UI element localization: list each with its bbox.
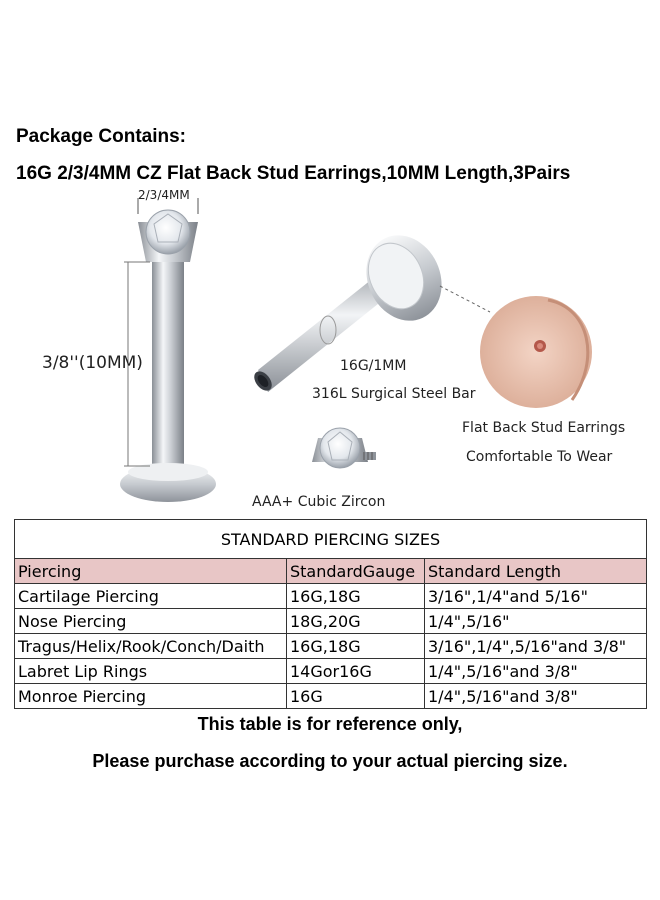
cell-length: 1/4",5/16": [425, 609, 647, 634]
cell-gauge: 16G: [287, 684, 425, 709]
gem-size-label: 2/3/4MM: [138, 188, 190, 202]
product-line: 16G 2/3/4MM CZ Flat Back Stud Earrings,10MM Length,3Pairs: [16, 163, 571, 184]
bar-material-label: 316L Surgical Steel Bar: [312, 386, 476, 402]
table-row: [15, 684, 647, 709]
cell-length: 1/4",5/16"and 3/8": [425, 659, 647, 684]
cubic-zircon-icon: [312, 428, 376, 468]
header-gauge: StandardGauge: [287, 559, 425, 584]
gauge-label: 16G/1MM: [340, 358, 407, 374]
table-title: STANDARD PIERCING SIZES: [15, 520, 647, 559]
table-row: [15, 584, 647, 609]
header-length: Standard Length: [425, 559, 647, 584]
ear-closeup-icon: [480, 296, 592, 408]
callout-line-2: Comfortable To Wear: [466, 449, 613, 465]
cell-piercing: Labret Lip Rings: [15, 659, 287, 684]
header-piercing: Piercing: [15, 559, 287, 584]
table-row: [15, 659, 647, 684]
stud-bar-icon: [152, 262, 184, 474]
cell-piercing: Monroe Piercing: [15, 684, 287, 709]
cell-length: 3/16",1/4"and 5/16": [425, 584, 647, 609]
cell-length: 3/16",1/4",5/16"and 3/8": [425, 634, 647, 659]
zircon-label: AAA+ Cubic Zircon: [252, 494, 386, 510]
length-label: 3/8''(10MM): [42, 353, 143, 373]
table-row: [15, 634, 647, 659]
cell-length: 1/4",5/16"and 3/8": [425, 684, 647, 709]
reference-note: This table is for reference only,: [197, 714, 463, 734]
cell-gauge: 14Gor16G: [287, 659, 425, 684]
cell-gauge: 16G,18G: [287, 634, 425, 659]
cell-gauge: 18G,20G: [287, 609, 425, 634]
cell-gauge: 16G,18G: [287, 584, 425, 609]
table-row: [15, 609, 647, 634]
piercing-sizes-table: [14, 519, 647, 709]
cell-piercing: Cartilage Piercing: [15, 584, 287, 609]
package-title: Package Contains:: [16, 126, 186, 147]
cell-piercing: Nose Piercing: [15, 609, 287, 634]
purchase-note: Please purchase according to your actual piercing size.: [92, 751, 568, 771]
table-header-row: [15, 559, 647, 584]
callout-line-1: Flat Back Stud Earrings: [462, 420, 626, 436]
cell-piercing: Tragus/Helix/Rook/Conch/Daith: [15, 634, 287, 659]
